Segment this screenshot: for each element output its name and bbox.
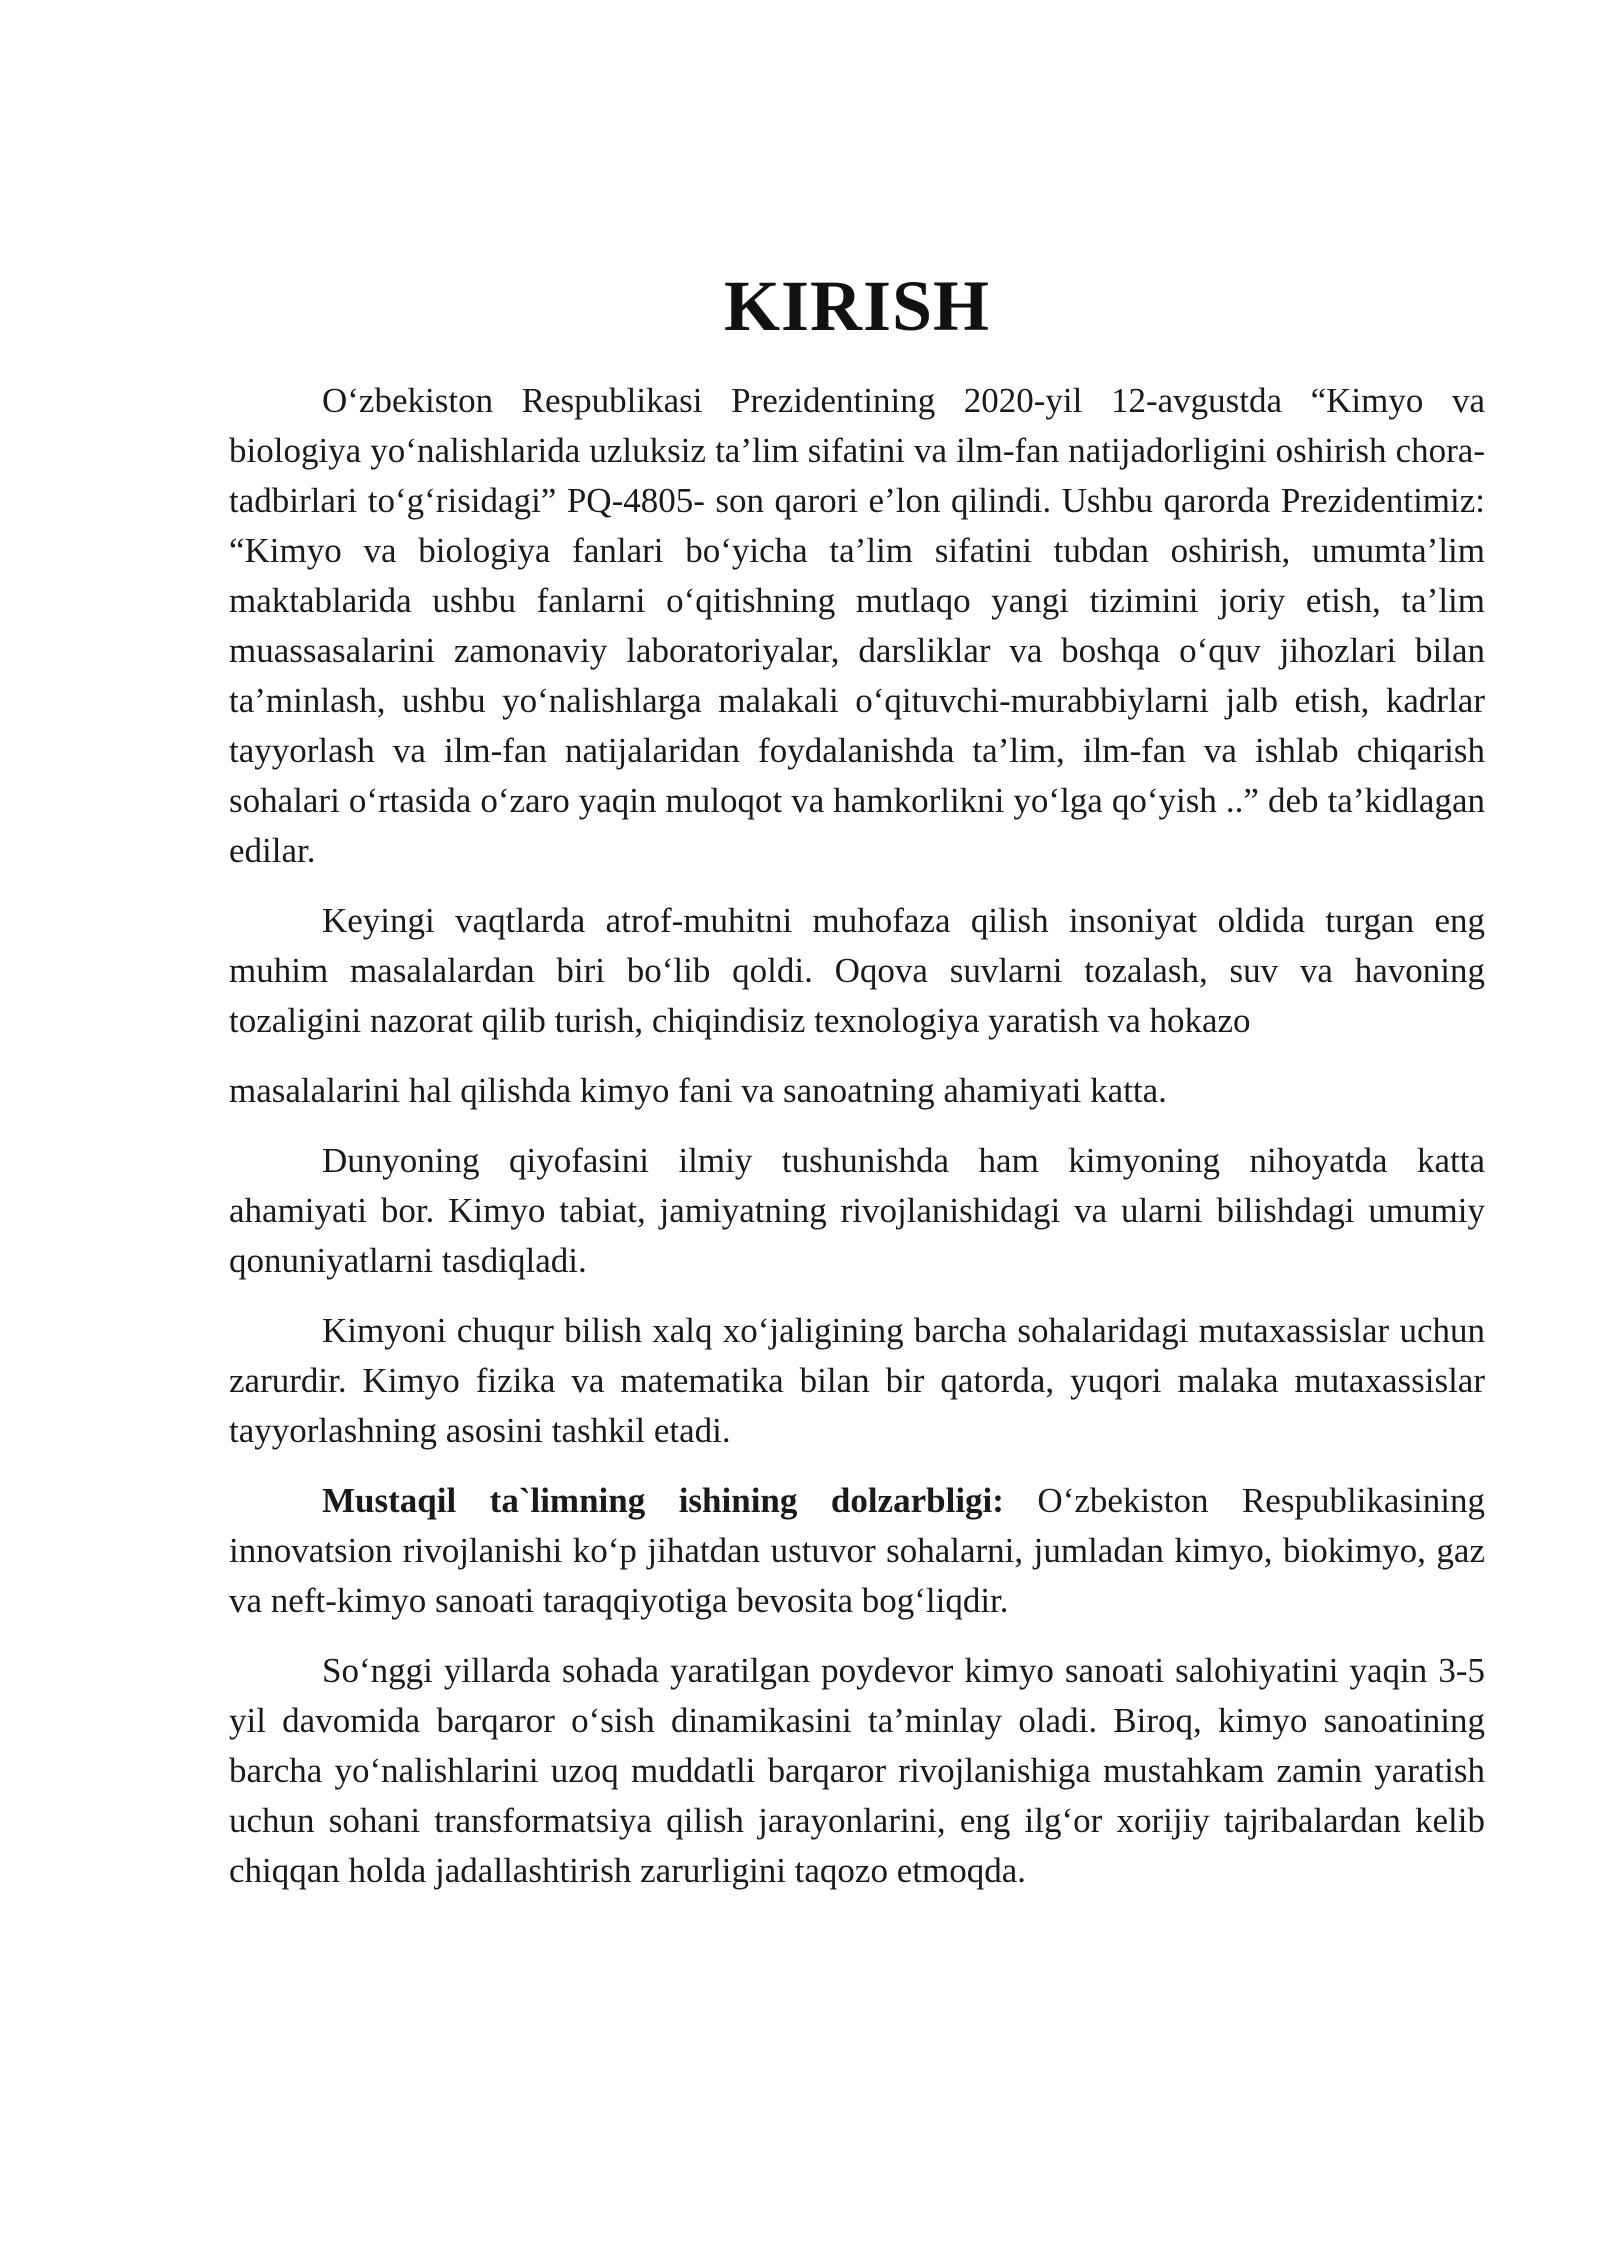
paragraph-relevance: [229, 1476, 1485, 1626]
page-title: KIRISH: [723, 266, 991, 346]
paragraph-decree: O‘zbekiston Respublikasi Prezidentining 2020-yil 12-avgustda “Kimyo va biologiya yo‘nalishlarida uzluksiz ta’lim sifatini va ilm-fan natijadorligini oshirish chora-tadbirlari to‘g‘risidagi” PQ-4805- son qarori e’lon qilindi. Ushbu qarorda Prezidentimiz: “Kimyo va biologiya fanlari bo‘yicha ta’lim sifatini tubdan oshirish, umumta’lim maktablarida ushbu fanlarni o‘qitishning mutlaqo yangi tizimini joriy etish, ta’lim muassasalarini zamonaviy laboratoriyalar, darsliklar va boshqa o‘quv jihozlari bilan ta’minlash, ushbu yo‘nalishlarga malakali o‘qituvchi-murabbiylarni jalb etish, kadrlar tayyorlash va ilm-fan natijalaridan foydalanishda ta’lim, ilm-fan va ishlab chiqarish sohalari o‘rtasida o‘zaro yaqin muloqot va hamkorlikni yo‘lga qo‘yish ..” deb ta’kidlagan edilar.: [229, 381, 1485, 870]
paragraph-specialists: Kimyoni chuqur bilish xalq xo‘jaligining barcha sohalaridagi mutaxassislar uchun zarurdir. Kimyo fizika va matematika bilan bir qatorda, yuqori malaka mutaxassislar tayyorlashning asosini tashkil etadi.: [229, 1311, 1485, 1450]
paragraph-recent-years: So‘nggi yillarda sohada yaratilgan poydevor kimyo sanoati salohiyatini yaqin 3-5 yil davomida barqaror o‘sish dinamikasini ta’minlay oladi. Biroq, kimyo sanoatining barcha yo‘nalishlarini uzoq muddatli barqaror rivojlanishiga mustahkam zamin yaratish uchun sohani transformatsiya qilish jarayonlarini, eng ilg‘or xorijiy tajribalardan kelib chiqqan holda jadallashtirish zarurligini taqozo etmoqda.: [229, 1651, 1485, 1890]
relevance-text: O‘zbekiston Respublikasining innovatsion rivojlanishi ko‘p jihatdan ustuvor sohalarni, jumladan kimyo, biokimyo, gaz va neft-kimyo sanoati taraqqiyotiga bevosita bog‘liqdir.: [229, 1481, 1486, 1620]
paragraph-environment-continuation: masalalarini hal qilishda kimyo fani va sanoatning ahamiyati katta.: [229, 1071, 1167, 1110]
document-body: [229, 266, 1486, 1916]
paragraph-world-view: Dunyoning qiyofasini ilmiy tushunishda ham kimyoning nihoyatda katta ahamiyati bor. Kimyo tabiat, jamiyatning rivojlanishidagi va ularni bilishdagi umumiy qonuniyatlarni tasdiqladi.: [229, 1141, 1485, 1280]
relevance-label: Mustaqil ta`limning ishining dolzarbligi:: [322, 1481, 1004, 1520]
paragraph-environment: Keyingi vaqtlarda atrof-muhitni muhofaza qilish insoniyat oldida turgan eng muhim masalalardan biri bo‘lib qoldi. Oqova suvlarni tozalash, suv va havoning tozaligini nazorat qilib turish, chiqindisiz texnologiya yaratish va hokazo: [229, 901, 1485, 1040]
